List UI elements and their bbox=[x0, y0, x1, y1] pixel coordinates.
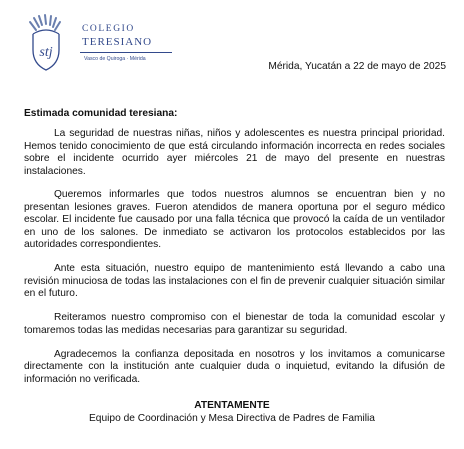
body-paragraph: Queremos informarles que todos nuestros alumnos se encuentran bien y no presentan lesiones graves. Fueron atendidos de manera oportuna por el seguro médico escolar. El incidente fue causado por una falla técnica que provocó la caída de un ventilador en uno de los salones. De inmediato se activaron los protocolos establecidos por las autoridades correspondientes. bbox=[24, 189, 445, 251]
signatory: Equipo de Coordinación y Mesa Directiva de Padres de Familia bbox=[89, 412, 375, 424]
closing-block bbox=[0, 400, 464, 425]
school-subline: Vasco de Quiroga · Mérida bbox=[84, 56, 146, 62]
letter-body bbox=[24, 128, 445, 397]
letterhead bbox=[24, 12, 154, 76]
crest-monogram: stj bbox=[39, 45, 53, 60]
school-crest-logo bbox=[24, 12, 68, 74]
salutation: Estimada comunidad teresiana: bbox=[24, 108, 178, 119]
body-paragraph: Ante esta situación, nuestro equipo de mantenimiento está llevando a cabo una revisión minuciosa de todas las instalaciones con el fin de prevenir cualquier situación similar en el futuro. bbox=[24, 263, 445, 300]
letter-date: Mérida, Yucatán a 22 de mayo de 2025 bbox=[268, 61, 446, 72]
body-paragraph: Agradecemos la confianza depositada en nosotros y los invitamos a comunicarse directamente con la institución ante cualquier duda o inquietud, evitando la difusión de información no verificada. bbox=[24, 348, 445, 385]
body-paragraph: Reiteramos nuestro compromiso con el bienestar de toda la comunidad escolar y tomaremos todas las medidas necesarias para garantizar su seguridad. bbox=[24, 312, 445, 336]
letterhead-divider bbox=[80, 52, 172, 53]
school-label: COLEGIO bbox=[82, 24, 135, 34]
closing-heading: ATENTAMENTE bbox=[194, 400, 270, 411]
school-name: TERESIANO bbox=[82, 36, 153, 48]
body-paragraph: La seguridad de nuestras niñas, niños y adolescentes es nuestra principal prioridad. Hemos tenido conocimiento de que está circulando información incorrecta en redes sociales sobre el incidente ocurrido ayer miércoles 21 de mayo del presente en nuestras instalaciones. bbox=[24, 128, 445, 177]
